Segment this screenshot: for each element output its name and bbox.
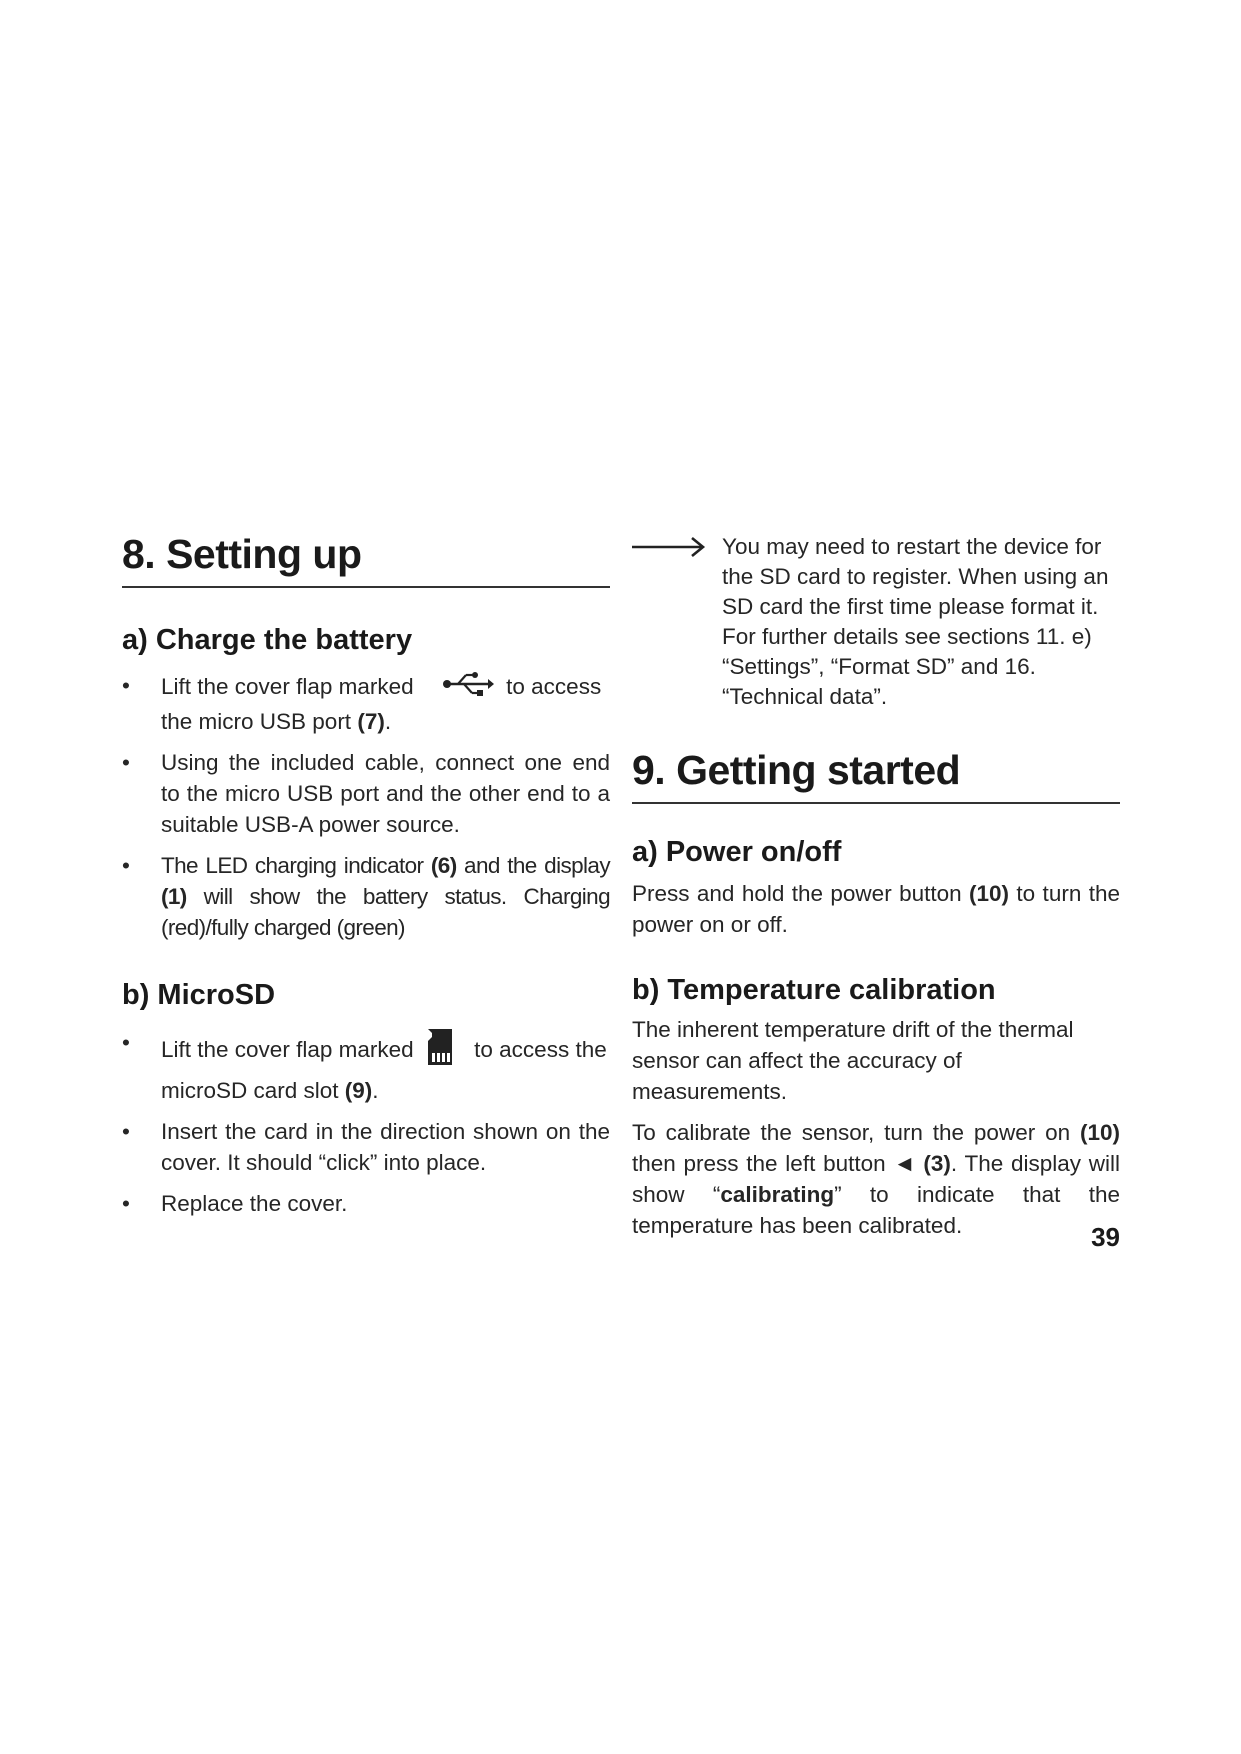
power-paragraph: Press and hold the power button (10) to turn the power on or off.	[632, 881, 1120, 937]
bullet-dot: •	[122, 673, 130, 698]
list-item: • Replace the cover.	[122, 1188, 610, 1219]
heading-power: a) Power on/off	[632, 836, 842, 868]
heading-temperature-calibration: b) Temperature calibration	[632, 974, 996, 1006]
list-item: • Lift the cover flap marked to access the micro USB port (7).	[122, 670, 610, 737]
bullet-dot: •	[122, 1191, 130, 1216]
bullet-dot: •	[122, 853, 130, 878]
section-title-getting-started: 9. Getting started	[632, 747, 961, 793]
right-column	[632, 532, 1120, 1251]
note-callout	[632, 532, 1120, 712]
note-text: You may need to restart the device for the SD card to register. When using an SD card the first time please format it. For further details see sections 11. e) “Settings”, “Format SD” and 16. “Technical data”.	[722, 534, 1109, 709]
section-title-setting-up: 8. Setting up	[122, 531, 362, 577]
bullet-dot: •	[122, 750, 130, 775]
list-item: • Insert the card in the direction shown on the cover. It should “click” into place.	[122, 1116, 610, 1178]
heading-microsd: b) MicroSD	[122, 979, 276, 1011]
left-column	[122, 528, 610, 1229]
bullet-dot: •	[122, 1119, 130, 1144]
list-item: • The LED charging indicator (6) and the display (1) will show the battery status. Charging (red)/fully charged (green)	[122, 850, 610, 943]
calibration-paragraph-1: The inherent temperature drift of the thermal sensor can affect the accuracy of measurements.	[632, 1017, 1074, 1104]
arrow-right-icon	[632, 534, 706, 568]
calibration-paragraph-2: To calibrate the sensor, turn the power on (10) then press the left button ◄ (3). The display will show “calibrating” to indicate that the temperature has been calibrated.	[632, 1120, 1120, 1238]
section-rule	[632, 802, 1120, 804]
section-rule	[122, 586, 610, 588]
list-item: • Using the included cable, connect one end to the micro USB port and the other end to a suitable USB-A power source.	[122, 747, 610, 840]
heading-charge-battery: a) Charge the battery	[122, 624, 413, 656]
page-number: 39	[1091, 1222, 1120, 1252]
microsd-card-icon	[426, 1027, 454, 1075]
bullet-dot: •	[122, 1030, 130, 1055]
list-item: • Lift the cover flap marked to access the microSD card slot (9).	[122, 1027, 610, 1106]
usb-icon	[442, 670, 494, 706]
